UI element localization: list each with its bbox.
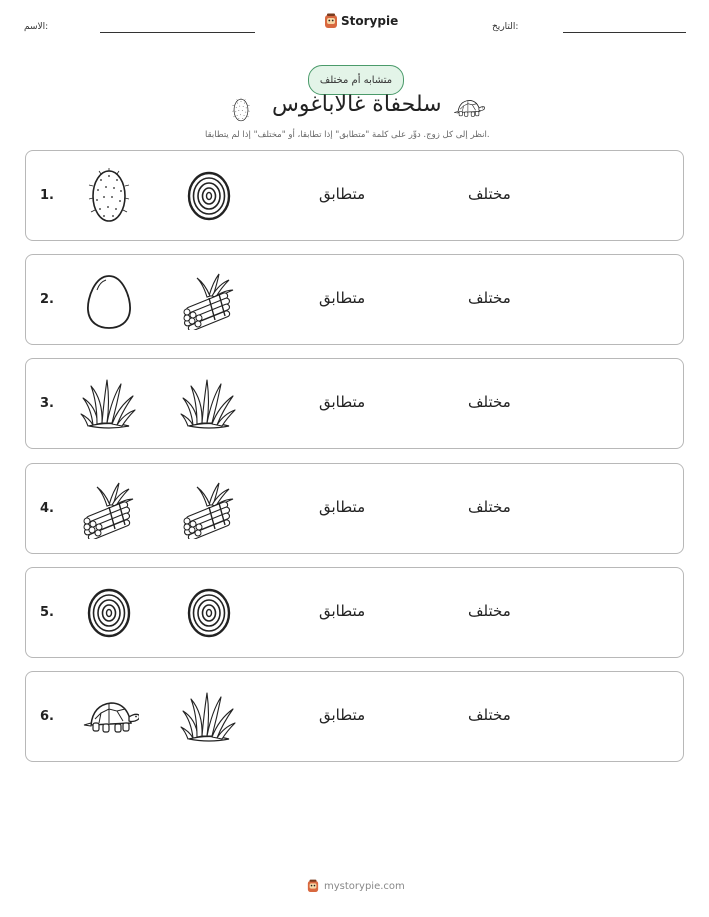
name-field[interactable] [100, 32, 255, 33]
different-option[interactable]: مختلف [468, 602, 511, 620]
sugarcane-bundle-icon [79, 479, 139, 539]
same-option[interactable]: متطابق [319, 602, 366, 620]
same-option[interactable]: متطابق [319, 289, 366, 307]
row-number: 6. [40, 709, 54, 724]
tortoise-icon [451, 96, 487, 118]
footer-url: mystorypie.com [324, 880, 405, 892]
storypie-mascot-icon [307, 879, 319, 893]
shell-pattern-icon [179, 166, 239, 226]
row-number: 3. [40, 396, 54, 411]
tortoise-icon [79, 687, 139, 747]
egg-icon [79, 270, 139, 330]
title-row [0, 92, 709, 124]
storypie-mascot-icon [324, 13, 338, 29]
cactus-icon [79, 166, 139, 226]
page-title: سلحفاة غالاباغوس [272, 92, 442, 117]
cactus-icon [228, 95, 254, 125]
sugarcane-bundle-icon [179, 479, 239, 539]
row-number: 5. [40, 605, 54, 620]
page-header [0, 0, 709, 50]
worksheet-row [25, 567, 684, 658]
instructions-text: انظر إلى كل زوج. دوِّر على كلمة "متطابق" إذا تطابقا، أو "مختلف" إذا لم يتطابقا. [205, 130, 490, 140]
different-option[interactable]: مختلف [468, 289, 511, 307]
worksheet-type-badge: متشابه أم مختلف [308, 65, 404, 95]
same-option[interactable]: متطابق [319, 185, 366, 203]
grass-icon [179, 687, 239, 747]
brand-logo [324, 13, 398, 29]
row-number: 2. [40, 292, 54, 307]
same-option[interactable]: متطابق [319, 706, 366, 724]
worksheet-row [25, 150, 684, 241]
name-label: الاسم: [24, 22, 49, 32]
sugarcane-bundle-icon [179, 270, 239, 330]
row-number: 4. [40, 501, 54, 516]
page-footer [307, 879, 405, 893]
shell-pattern-icon [79, 583, 139, 643]
date-label: التاريخ: [492, 22, 519, 32]
different-option[interactable]: مختلف [468, 498, 511, 516]
different-option[interactable]: مختلف [468, 185, 511, 203]
worksheet-row [25, 254, 684, 345]
worksheet-row [25, 463, 684, 554]
same-option[interactable]: متطابق [319, 393, 366, 411]
same-option[interactable]: متطابق [319, 498, 366, 516]
worksheet-row [25, 671, 684, 762]
date-field[interactable] [563, 32, 686, 33]
brand-name: Storypie [341, 14, 399, 28]
shell-pattern-icon [179, 583, 239, 643]
worksheet-row [25, 358, 684, 449]
grass-icon [79, 374, 139, 434]
row-number: 1. [40, 188, 54, 203]
different-option[interactable]: مختلف [468, 706, 511, 724]
different-option[interactable]: مختلف [468, 393, 511, 411]
grass-icon [179, 374, 239, 434]
